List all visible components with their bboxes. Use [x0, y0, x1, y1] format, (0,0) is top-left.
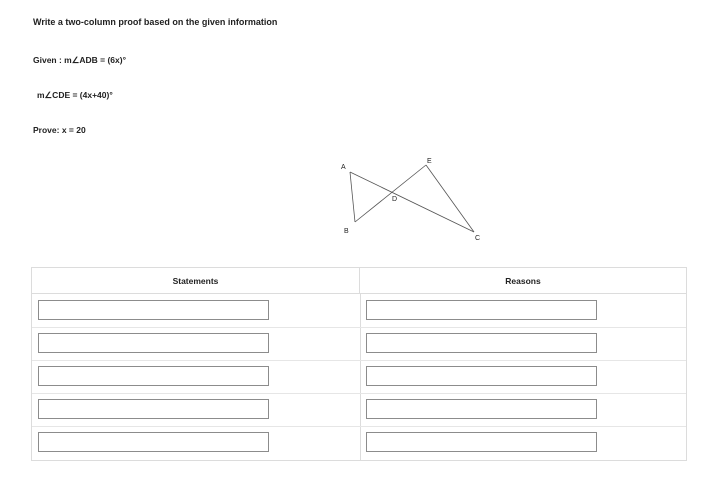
- row-divider: [32, 360, 686, 361]
- geometry-figure: [330, 152, 490, 244]
- statement-input-4[interactable]: [38, 399, 269, 419]
- label-c: C: [475, 235, 481, 242]
- reason-input-4[interactable]: [366, 399, 597, 419]
- segment-ac: [350, 172, 474, 232]
- label-e: E: [427, 158, 432, 165]
- label-a: A: [341, 164, 346, 171]
- row-divider: [32, 393, 686, 394]
- statements-header: Statements: [32, 268, 360, 294]
- reason-input-5[interactable]: [366, 432, 597, 452]
- label-b: B: [344, 228, 349, 235]
- segment-ec: [426, 165, 474, 232]
- given-statement-2: m∠CDE = (4x+40)°: [37, 90, 113, 100]
- row-divider: [32, 327, 686, 328]
- given-statement-1: Given : m∠ADB = (6x)°: [33, 55, 126, 65]
- proof-table: [31, 267, 687, 461]
- statement-input-5[interactable]: [38, 432, 269, 452]
- row-divider: [32, 426, 686, 427]
- reasons-header: Reasons: [360, 268, 686, 294]
- reason-input-1[interactable]: [366, 300, 597, 320]
- reason-input-3[interactable]: [366, 366, 597, 386]
- statement-input-1[interactable]: [38, 300, 269, 320]
- instruction-text: Write a two-column proof based on the given information: [33, 17, 278, 27]
- statement-input-3[interactable]: [38, 366, 269, 386]
- segment-ab: [350, 172, 355, 222]
- segment-be: [355, 165, 426, 222]
- prove-statement: Prove: x = 20: [33, 125, 86, 135]
- reason-input-2[interactable]: [366, 333, 597, 353]
- label-d: D: [392, 196, 398, 203]
- column-divider: [360, 294, 361, 460]
- statement-input-2[interactable]: [38, 333, 269, 353]
